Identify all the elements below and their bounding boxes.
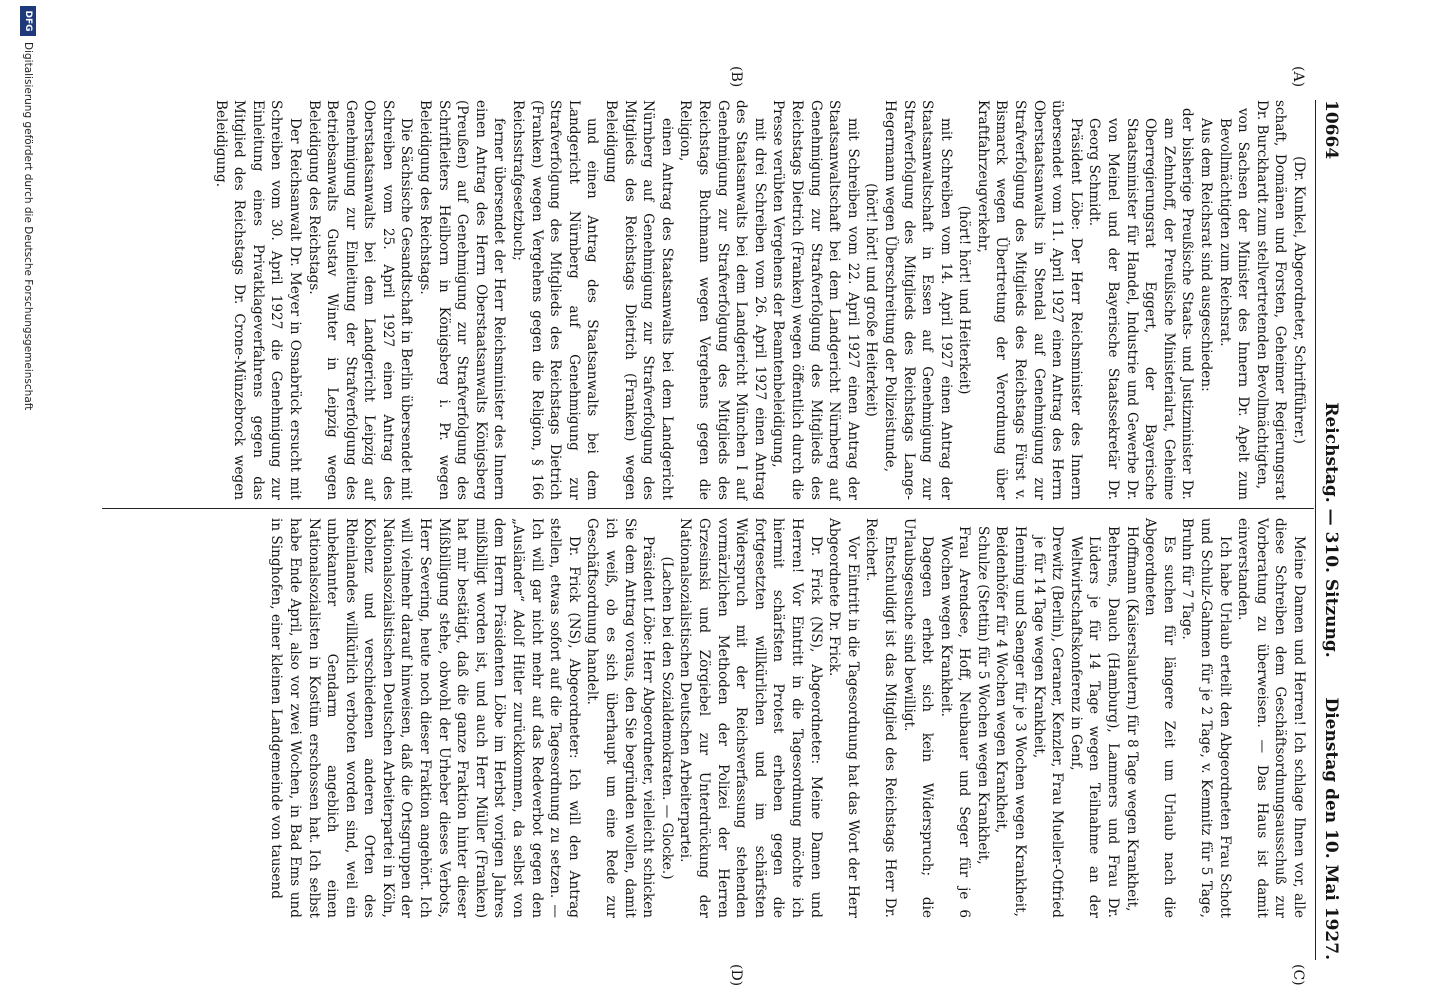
list-item: Drewitz (Berlin), Geraner, Kenzler, Frau Mueller-Otfried je für 14 Tage wegen Krankheit, — [1030, 526, 1066, 918]
paragraph: und einen Antrag des Staatsanwalts bei dem Landgericht Nürnberg auf Genehmigung zur Strafverfolgung des Mitglieds des Reichstags Dietrich (Franken) wegen Vergehens gegen die Religion, § 166 Reichsstrafgesetzbuch; — [510, 100, 601, 500]
funding-note: Digitalisierung gefördert durch die Deutsche Forschungsgemeinschaft — [22, 42, 34, 411]
list-item: Beidenhöfer für 4 Wochen wegen Krankheit, — [993, 526, 1010, 834]
column-divider — [102, 508, 1314, 509]
list-item: Hoffmann (Kaiserslautern) für 8 Tage wegen Krankheit, — [1123, 526, 1140, 912]
header-date: Dienstag den 10. Mai 1927. — [1321, 697, 1341, 960]
speaker-note: (Dr. Kunkel, Abgeordneter, Schriftführer.) — [1291, 156, 1307, 444]
paragraph: Dr. Frick (NS), Abgeordneter: Meine Damen und Herren! Vor Eintritt in die Tagesordnung möchte ich hiermit schärfsten Protest erheben gegen die fortgesetzten willkürlichen und im schärfsten Widerspruch mit der Reichsverfassung stehenden vormärzlichen Methoden der Polizei der Herren Grzesinski und Zörgiebel zur Unterdrückung der Nationalsozialistischen Deutschen Arbeiterpartei. — [677, 518, 824, 918]
funding-footer — [18, 0, 38, 1000]
paragraph: schaft, Domänen und Forsten, Geheimer Regierungsrat Dr. Burckhardt zum stellvertretenden Bevollmächtigten, — [1253, 100, 1289, 500]
paragraph: Präsident Löbe: Herr Abgeordneter, vielleicht schicken Sie dem Antrag voraus, den Sie begründen wollen, damit ich weiß, ob es sich überhaupt um eine Rede zur Geschäftsordnung handelt. — [584, 518, 657, 918]
paragraph: Ich habe Urlaub erteilt den Abgeordneten Frau Schott und Schulz-Gahmen für je 2 Tage, v. Kemnitz für 5 Tage, Bruhn für 7 Tage. — [1179, 518, 1233, 918]
paragraph: Dagegen erhebt sich kein Widerspruch; die Urlaubsgesuche sind bewilligt. — [900, 518, 936, 918]
list-item: Schulze (Stettin) für 5 Wochen wegen Krankheit, — [974, 526, 991, 865]
paragraph: Dr. Frick (NS), Abgeordneter: Ich will den Antrag stellen, etwas sofort auf die Tagesordnung zu setzen. — Ich will gar nicht mehr auf das Redeverbot gegen den „Ausländer“ Adolf Hitler zurückkommen, da selbst von dem Herrn Präsidenten Löbe im Herbst vorigen Jahres mißbilligt worden ist, und auch Herr Müller (Franken) hat mir bestätigt, daß die ganze Fraktion hinter dieser Mißbilligung stehe, obwohl der Urheber dieses Verbots, Herr Severing, heute noch dieser Fraktion angehört. Ich will vielmehr darauf hinweisen, daß die Ortsgruppen der Nationalsozialistischen Deutschen Arbeiterpartei in Köln, Koblenz und verschiedenen anderen Orten des Rheinlandes willkürlich verboten worden sind, weil ein unbekannter Gendarm angeblich einen Nationalsozialisten in Kostüm erschossen hat. Ich selbst habe Ende April, also vor zwei Wochen, in Bad Ems und in Singhofen, einer kleinen Landgemeinde von tausend — [268, 518, 582, 918]
paragraph: mit Schreiben vom 14. April 1927 einen Antrag der Staatsanwaltschaft in Essen auf Genehmigung zur Strafverfolgung des Mitglieds des Reichstags Lange-Hegermann wegen Überschreitung der Polizeistunde, — [881, 100, 954, 500]
list-item: Behrens, Dauch (Hamburg), Lammers und Frau Dr. Lüders je für 14 Tage wegen Teilnahme an der Weltwirtschaftskonferenz in Genf, — [1067, 526, 1122, 918]
paragraph: einen Antrag des Staatsanwalts bei dem Landgericht Nürnberg auf Genehmigung zur Strafverfolgung des Mitglieds des Reichstags Dietrich (Franken) wegen Beleidigung — [603, 100, 675, 500]
paragraph: von Sachsen der Minister des Innern Dr. Apelt zum Bevollmächtigten zum Reichsrat. — [1216, 108, 1252, 500]
header-title: Reichstag. — 310. Sitzung. — [1321, 402, 1341, 658]
page-header — [1320, 100, 1342, 960]
margin-mark-c: (C) — [1290, 964, 1306, 986]
interjection: (hört! hört! und große Heiterkeit) — [863, 183, 880, 417]
dfg-logo: DFG — [20, 6, 36, 36]
list-item: Frau Arendsee, Hoff, Neubauer und Seger für je 6 Wochen wegen Krankheit. — [937, 526, 973, 918]
paragraph: ferner übersendet der Herr Reichsminister des Innern einen Antrag des Herrn Oberstaatsanwalts Königsberg (Preußen) auf Genehmigung zur Strafverfolgung des Schriftleiters Heilborn in Königsberg i. Pr. wegen Beleidigung des Reichstags. — [417, 100, 508, 500]
paragraph: Die Sächsische Gesandtschaft in Berlin übersendet mit Schreiben vom 25. April 1927 einen Antrag des Oberstaatsanwalts bei dem Landgericht Leipzig auf Genehmigung zur Einleitung der Strafverfolgung des Betriebsanwalts Gustav Winter in Leipzig wegen Beleidigung des Reichstags. — [305, 100, 415, 500]
paragraph: Entschuldigt ist das Mitglied des Reichstags Herr Dr. Reichert. — [863, 518, 898, 918]
paragraph: mit drei Schreiben vom 26. April 1927 einen Antrag des Staatsanwalts bei dem Landgericht München I auf Genehmigung zur Strafverfolgung des Mitglieds des Reichstags Buchmann wegen Vergehens gegen die Religion, — [677, 100, 768, 500]
margin-mark-a: (A) — [1290, 66, 1306, 88]
paragraph: Der Reichsanwalt Dr. Meyer in Osnabrück ersucht mit Schreiben vom 30. April 1927 die Genehmigung zur Einleitung eines Privatklageverfahrens gegen das Mitglied des Reichstags Dr. Crone-Münzebrock wegen Beleidigung. — [212, 100, 303, 500]
paragraph: Präsident Löbe: Der Herr Reichsminister des Innern übersendet vom 11. April 1927 einen Antrag des Herrn Oberstaatsanwalts in Stendal auf Genehmigung zur Strafverfolgung des Mitglieds des Reichstags Fürst v. Bismarck wegen Übertretung der Verordnung über Kraftfahrzeugverkehr, — [974, 100, 1084, 500]
list-item: Henning und Saenger für je 3 Wochen wegen Krankheit, — [1012, 526, 1029, 917]
header-rule — [1315, 100, 1316, 960]
page-number: 10664 — [1321, 100, 1341, 160]
paragraph: mit Schreiben vom 22. April 1927 einen Antrag der Staatsanwaltschaft bei dem Landgericht Nürnberg auf Genehmigung zur Strafverfolgung des Mitglieds des Reichstags Dietrich (Franken) wegen öffentlich durch die Presse verübten Vergehens der Beamtenbeleidigung, — [770, 100, 861, 500]
paragraph: Vor Eintritt in die Tagesordnung hat das Wort der Herr Abgeordnete Dr. Frick. — [826, 518, 861, 918]
paragraph: Meine Damen und Herren! Ich schlage Ihnen vor, alle diese Schreiben dem Geschäftsordnungsausschuß zur Vorberatung zu überweisen. — Das Haus ist damit einverstanden. — [1235, 518, 1307, 918]
interjection: (Lachen bei den Sozialdemokraten. — Glocke.) — [658, 556, 675, 880]
left-column — [211, 100, 1308, 500]
paragraph: der bisherige Preußische Staats- und Justizminister Dr. am Zehnhoff, der Preußische Ministerialrat, Geheime Oberregierungsrat Eggert, der Bayerische Staatsminister für Handel, Industrie und Gewerbe Dr. von Meinel und der Bayerische Staatssekretär Dr. Georg Schmidt. — [1086, 108, 1196, 500]
margin-mark-d: (D) — [728, 964, 744, 987]
right-column — [267, 518, 1308, 918]
interjection: (hört! hört! und Heiterkeit) — [956, 205, 973, 395]
paragraph: Aus dem Reichsrat sind ausgeschieden: — [1198, 118, 1215, 392]
paragraph: Es suchen für längere Zeit um Urlaub nach die Abgeordneten — [1142, 518, 1177, 918]
margin-mark-b: (B) — [728, 66, 744, 88]
